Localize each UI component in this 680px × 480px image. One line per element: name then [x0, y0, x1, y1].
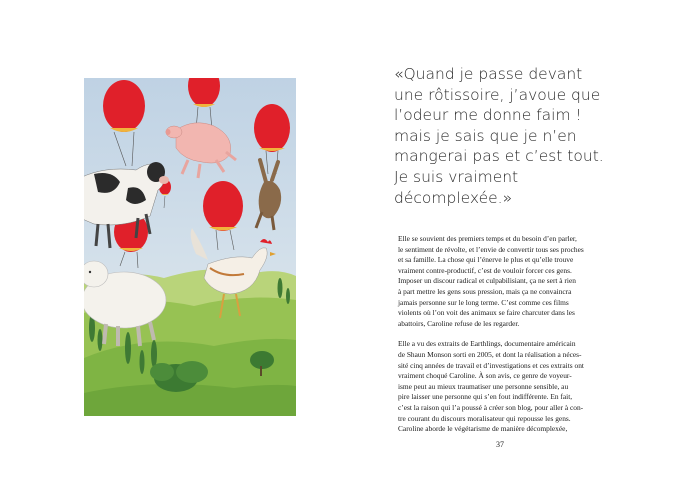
illustration-artwork [84, 78, 296, 416]
body-line: violents où l’on voit des animaux se faire charcuter dans les [398, 308, 575, 318]
paragraph-2 [398, 339, 602, 434]
body-text [398, 234, 602, 445]
body-line: vraiment contre-productif, c’est de vouloir forcer ces gens. [398, 265, 572, 275]
body-line: à part mettre les gens sous pression, mais ça ne convaincra [398, 286, 572, 296]
body-line: sité cinq années de travail et d’investigations et ces extraits ont [398, 360, 584, 370]
quote-line: Je suis vraiment [394, 167, 519, 186]
quote-line: mais je sais que je n’en [394, 126, 577, 145]
body-line: isme peut au mieux traumatiser une personne sensible, au [398, 381, 569, 391]
quote-line: décomplexée.» [394, 188, 513, 207]
paragraph-1 [398, 234, 602, 329]
page-number: 37 [496, 440, 504, 449]
illustration [84, 78, 296, 416]
body-line: abattoirs, Caroline refuse de les regarder. [398, 318, 520, 328]
body-line: le sentiment de révolte, et l’envie de convertir tous ses proches [398, 244, 584, 254]
pull-quote [394, 64, 624, 208]
body-line: Imposer un discour radical et culpabilisiant, ça ne sert à rien [398, 276, 576, 286]
body-line: pire laisser une personne qui s’en fout indifférente. En fait, [398, 392, 573, 402]
quote-line: une rôtissoire, j’avoue que [394, 85, 601, 104]
body-line: de Shaun Monson sorti en 2005, et dont la réalisation a néces- [398, 349, 582, 359]
foreground-field [84, 384, 296, 416]
quote-line: «Quand je passe devant [394, 65, 583, 83]
body-line: jamais personne sur le long terme. C’est comme ces films [398, 297, 569, 307]
body-line: c’est la raison qui l’a poussé à créer son blog, pour aller à con- [398, 402, 584, 412]
body-line: Elle se souvient des premiers temps et du besoin d’en parler, [398, 234, 577, 243]
body-line: tre courant du discours moralisateur qui repousse les gens. [398, 413, 571, 423]
quote-line: l’odeur me donne faim ! [394, 106, 582, 125]
quote-line: mangerai pas et c’est tout. [394, 147, 604, 166]
body-line: Caroline aborde le végétarisme de manière décomplexée, [398, 424, 568, 434]
body-line: Elle a vu des extraits de Earthlings, documentaire américain [398, 339, 576, 349]
body-line: et sa famille. La chose qui l’énerve le plus et qu’elle trouve [398, 255, 574, 265]
body-line: vraiment choqué Caroline. À son avis, ce genre de voyeur- [398, 371, 572, 381]
